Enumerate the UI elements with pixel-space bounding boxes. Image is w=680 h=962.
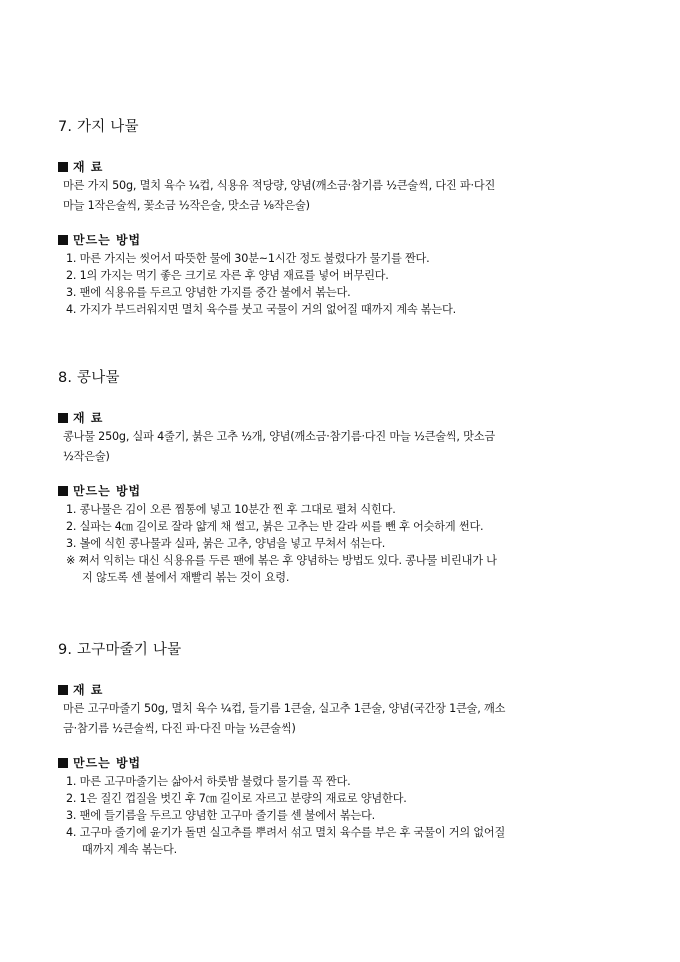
ingredients-line: 마른 고구마줄기 50g, 멸치 육수 ¼컵, 들기름 1큰술, 실고추 1큰술, 양념(국간장 1큰술, 깨소 bbox=[63, 702, 506, 715]
ingredients-text bbox=[58, 428, 630, 465]
ingredients-line: 콩나물 250g, 실파 4줄기, 붉은 고추 ½개, 양념(깨소금·참기름·다진 마늘 ½큰술씩, 맛소금 bbox=[63, 430, 495, 443]
step-item: 1. 마른 고구마줄기는 삶아서 하룻밤 불렸다 물기를 꼭 짠다. bbox=[66, 775, 351, 788]
ingredients-line: ½작은술) bbox=[63, 450, 110, 463]
method-steps bbox=[58, 773, 630, 858]
step-item: 1. 콩나물은 김이 오른 찜통에 넣고 10분간 찐 후 그대로 펼쳐 식힌다. bbox=[66, 503, 396, 516]
ingredients-line: 금·참기름 ½큰술씩, 다진 파·다진 마늘 ½큰술씩) bbox=[63, 722, 296, 735]
black-square-bullet-icon bbox=[58, 413, 68, 423]
method-heading: 만드는 방법 bbox=[58, 754, 630, 771]
black-square-bullet-icon bbox=[58, 235, 68, 245]
ingredients-heading: 재 료 bbox=[58, 158, 630, 175]
section-title: 9. 고구마줄기 나물 bbox=[58, 642, 182, 658]
black-square-bullet-icon bbox=[58, 162, 68, 172]
ingredients-text bbox=[58, 700, 630, 737]
step-item: 1. 마른 가지는 씻어서 따뜻한 물에 30분~1시간 정도 불렸다가 물기를 짠다. bbox=[66, 252, 430, 265]
step-item: 3. 팬에 식용유를 두르고 양념한 가지를 중간 불에서 볶는다. bbox=[66, 286, 351, 299]
step-item: 4. 가지가 부드러워지면 멸치 육수를 붓고 국물이 거의 없어질 때까지 계속 볶는다. bbox=[66, 303, 456, 316]
method-heading: 만드는 방법 bbox=[58, 231, 630, 248]
recipe-section-eggplant bbox=[58, 115, 630, 318]
ingredients-line: 마늘 1작은술씩, 꽃소금 ½작은술, 맛소금 ⅛작은술) bbox=[63, 199, 310, 212]
step-item-continuation: 때까지 계속 볶는다. bbox=[82, 843, 177, 856]
black-square-bullet-icon bbox=[58, 685, 68, 695]
black-square-bullet-icon bbox=[58, 486, 68, 496]
step-item: 2. 1의 가지는 먹기 좋은 크기로 자른 후 양념 재료를 넣어 버무린다. bbox=[66, 269, 389, 282]
method-heading: 만드는 방법 bbox=[58, 482, 630, 499]
recipe-section-sweet-potato-stems bbox=[58, 638, 630, 858]
ingredients-heading: 재 료 bbox=[58, 409, 630, 426]
step-item: 2. 실파는 4㎝ 길이로 잘라 얇게 채 썰고, 붉은 고추는 반 갈라 씨를 뺀 후 어슷하게 썬다. bbox=[66, 520, 484, 533]
ingredients-heading: 재 료 bbox=[58, 681, 630, 698]
ingredients-text bbox=[58, 177, 630, 214]
ingredients-line: 마른 가지 50g, 멸치 육수 ¼컵, 식용유 적당량, 양념(깨소금·참기름 ½큰술씩, 다진 파·다진 bbox=[63, 179, 496, 192]
step-item: 3. 볼에 식힌 콩나물과 실파, 붉은 고추, 양념을 넣고 무쳐서 섞는다. bbox=[66, 537, 386, 550]
section-title: 7. 가지 나물 bbox=[58, 119, 139, 135]
step-item: 2. 1은 질긴 껍질을 벗긴 후 7㎝ 길이로 자르고 분량의 재료로 양념한다. bbox=[66, 792, 407, 805]
note-item-continuation: 지 않도록 센 불에서 재빨리 볶는 것이 요령. bbox=[82, 571, 290, 584]
recipe-section-bean-sprouts bbox=[58, 366, 630, 586]
note-item: ※ 쪄서 익히는 대신 식용유를 두른 팬에 볶은 후 양념하는 방법도 있다. 콩나물 비린내가 나 bbox=[66, 554, 497, 567]
step-item: 3. 팬에 들기름을 두르고 양념한 고구마 줄기를 센 불에서 볶는다. bbox=[66, 809, 376, 822]
section-title: 8. 콩나물 bbox=[58, 370, 120, 386]
method-steps bbox=[58, 501, 630, 586]
method-steps bbox=[58, 250, 630, 318]
black-square-bullet-icon bbox=[58, 758, 68, 768]
step-item: 4. 고구마 줄기에 윤기가 돌면 실고추를 뿌려서 섞고 멸치 육수를 부은 후 국물이 거의 없어질 bbox=[66, 826, 506, 839]
